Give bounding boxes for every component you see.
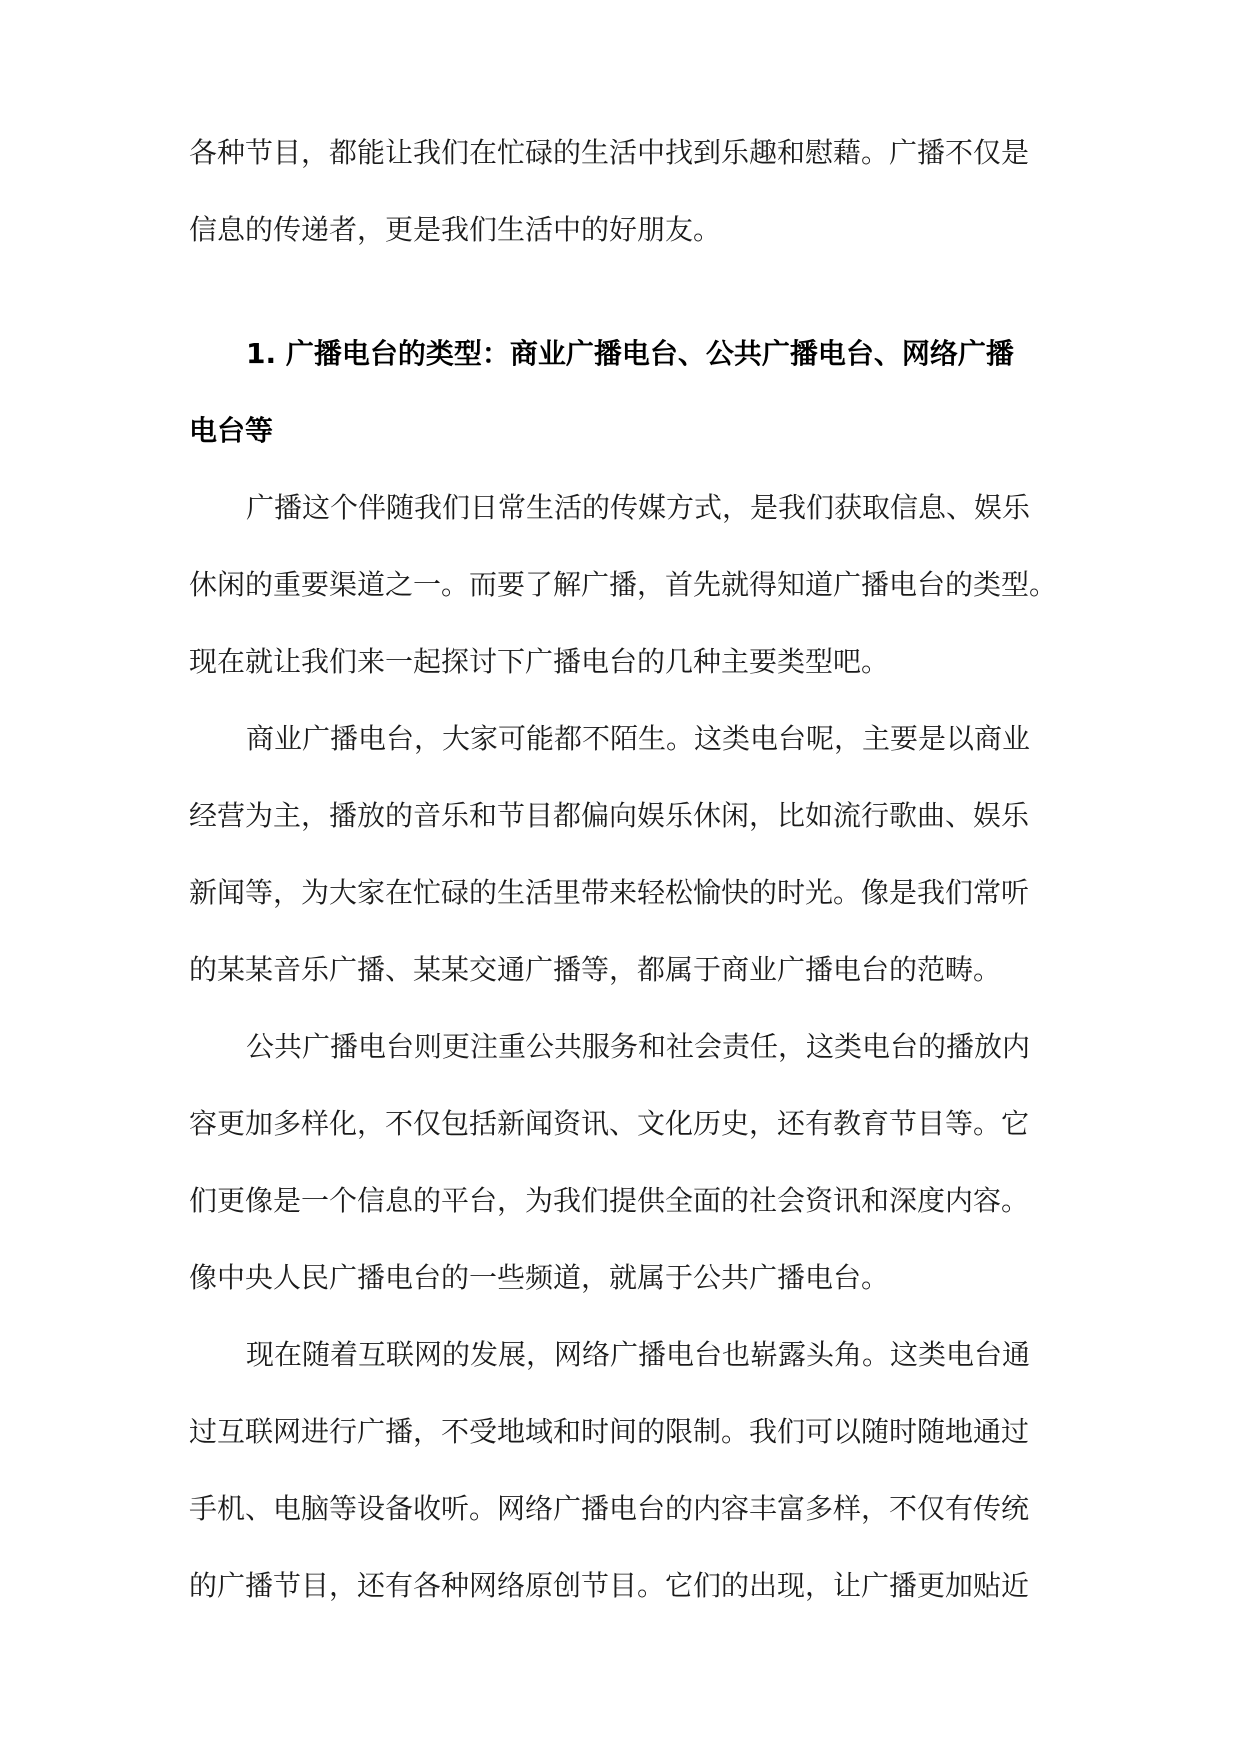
intro-line-1: 各种节目，都能让我们在忙碌的生活中找到乐趣和慰藉。广播不仅是 — [189, 136, 1030, 169]
paragraph-2-line-4: 的某某音乐广播、某某交通广播等，都属于商业广播电台的范畴。 — [189, 953, 1002, 986]
paragraph-1-line-2: 休闲的重要渠道之一。而要了解广播，首先就得知道广播电台的类型。 — [189, 568, 1058, 601]
paragraph-3-line-3: 们更像是一个信息的平台，为我们提供全面的社会资讯和深度内容。 — [189, 1184, 1030, 1217]
section-heading-line-2: 电台等 — [189, 414, 274, 447]
paragraph-3-line-4: 像中央人民广播电台的一些频道，就属于公共广播电台。 — [189, 1261, 890, 1294]
paragraph-1-line-3: 现在就让我们来一起探讨下广播电台的几种主要类型吧。 — [189, 645, 890, 678]
paragraph-2-line-1: 商业广播电台，大家可能都不陌生。这类电台呢，主要是以商业 — [246, 722, 1031, 755]
paragraph-4-line-2: 过互联网进行广播，不受地域和时间的限制。我们可以随时随地通过 — [189, 1415, 1030, 1448]
intro-line-2: 信息的传递者，更是我们生活中的好朋友。 — [189, 213, 722, 246]
paragraph-1-line-1: 广播这个伴随我们日常生活的传媒方式，是我们获取信息、娱乐 — [246, 491, 1031, 524]
paragraph-4-line-1: 现在随着互联网的发展，网络广播电台也崭露头角。这类电台通 — [246, 1338, 1031, 1371]
section-heading-line-1: 1. 广播电台的类型：商业广播电台、公共广播电台、网络广播 — [246, 337, 1014, 370]
paragraph-2-line-2: 经营为主，播放的音乐和节目都偏向娱乐休闲，比如流行歌曲、娱乐 — [189, 799, 1030, 832]
paragraph-4-line-3: 手机、电脑等设备收听。网络广播电台的内容丰富多样，不仅有传统 — [189, 1492, 1030, 1525]
paragraph-3-line-1: 公共广播电台则更注重公共服务和社会责任，这类电台的播放内 — [246, 1030, 1031, 1063]
paragraph-2-line-3: 新闻等，为大家在忙碌的生活里带来轻松愉快的时光。像是我们常听 — [189, 876, 1030, 909]
paragraph-3-line-2: 容更加多样化，不仅包括新闻资讯、文化历史，还有教育节目等。它 — [189, 1107, 1030, 1140]
paragraph-4-line-4: 的广播节目，还有各种网络原创节目。它们的出现，让广播更加贴近 — [189, 1569, 1030, 1602]
